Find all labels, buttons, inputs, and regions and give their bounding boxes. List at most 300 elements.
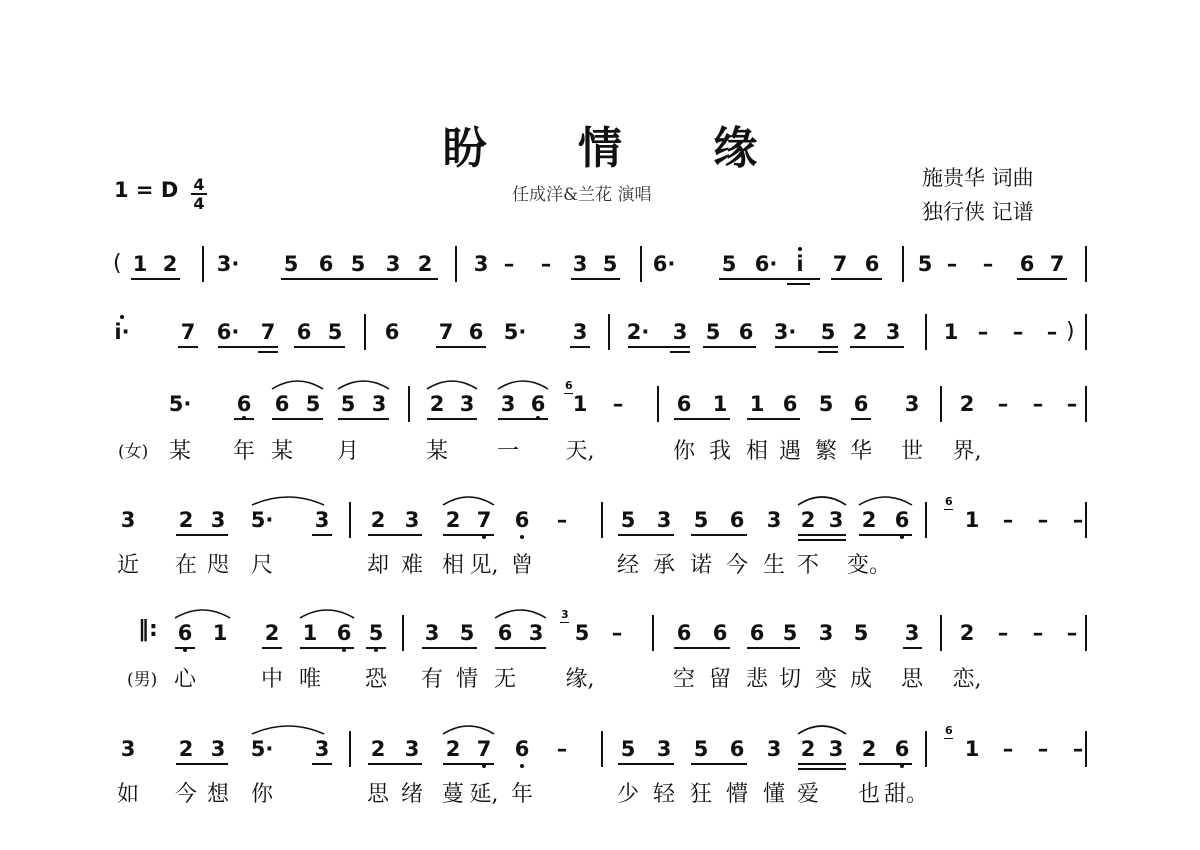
note: 6 [782, 392, 798, 416]
lyric-syllable: 某 [425, 439, 449, 464]
lyric-syllable: 狂 [689, 782, 713, 807]
note: 7 [832, 252, 848, 276]
underline-beam [312, 534, 332, 536]
barline [402, 615, 404, 651]
double-beam [258, 351, 278, 353]
note: 5 [340, 392, 356, 416]
time-signature-top: 4 [193, 175, 205, 194]
underline-beam [747, 418, 800, 420]
time-signature [190, 176, 208, 212]
grace-stem [560, 622, 569, 623]
underline-beam [498, 418, 548, 420]
note: 2 [264, 621, 280, 645]
lyric-syllable: 咫 [206, 553, 230, 578]
lyric-syllable: 相 [745, 439, 769, 464]
lyric-syllable: 缘, [565, 667, 595, 692]
barline [601, 502, 603, 538]
note: 5 [818, 392, 834, 416]
note: 1 [302, 621, 318, 645]
lyric-syllable: 少 [616, 782, 640, 807]
note: 6 [1019, 252, 1035, 276]
barline [640, 246, 642, 282]
underline-beam [312, 763, 332, 765]
lyric-syllable: 留 [708, 667, 732, 692]
slur [798, 497, 846, 505]
low-octave-dot [482, 764, 486, 768]
note: 1 [964, 508, 980, 532]
sustain-dash: – [997, 392, 1009, 416]
note: 3 [210, 737, 226, 761]
lyric-syllable: 世 [900, 439, 924, 464]
underline-beam [570, 346, 590, 348]
lyric-syllable: 不 [796, 553, 820, 578]
note: 7 [180, 320, 196, 344]
note: 1 [943, 320, 959, 344]
note: 6· [754, 252, 778, 276]
lyric-syllable: 却 [366, 553, 390, 578]
grace-stem [944, 509, 953, 510]
low-octave-dot [900, 535, 904, 539]
note: 3 [528, 621, 544, 645]
lyric-syllable: 诺 [689, 553, 713, 578]
note: 1 [212, 621, 228, 645]
sustain-dash: – [982, 252, 994, 276]
note: 5 [602, 252, 618, 276]
grace-stem [944, 738, 953, 739]
slur [272, 381, 323, 389]
note: 3· [773, 320, 797, 344]
double-beam [818, 351, 838, 353]
underline-beam [775, 346, 838, 348]
underline-beam [703, 346, 756, 348]
lyric-syllable: 今 [725, 553, 749, 578]
lyric-syllable: 心 [173, 667, 197, 692]
note: 2 [178, 737, 194, 761]
sustain-dash: – [1066, 392, 1078, 416]
underline-beam [798, 763, 846, 765]
note: 6 [864, 252, 880, 276]
note: 6 [676, 621, 692, 645]
note: 6 [738, 320, 754, 344]
lyric-syllable: 情 [455, 667, 479, 692]
underline-beam [495, 647, 546, 649]
lyric-syllable: 天, [565, 439, 595, 464]
sustain-dash: – [1032, 621, 1044, 645]
note: 2· [626, 320, 650, 344]
low-octave-dot [520, 535, 524, 539]
grace-note: 6 [565, 379, 573, 392]
lyric-syllable: 遇 [778, 439, 802, 464]
note: 5 [327, 320, 343, 344]
high-octave-dot [120, 315, 124, 319]
lyric-syllable: 切 [778, 667, 802, 692]
sustain-dash: – [556, 737, 568, 761]
low-octave-dot [536, 416, 540, 420]
note: 3 [572, 320, 588, 344]
lyric-syllable: 经 [616, 553, 640, 578]
lyric-syllable: 唯 [298, 667, 322, 692]
note: 5· [250, 737, 274, 761]
note: 7 [260, 320, 276, 344]
barline [1085, 386, 1087, 422]
underline-beam [294, 346, 345, 348]
underline-beam [798, 534, 846, 536]
underline-beam [628, 346, 690, 348]
lyric-syllable: 变。 [846, 553, 892, 578]
note: 7 [476, 508, 492, 532]
slur [495, 610, 546, 618]
note: 2 [429, 392, 445, 416]
lyric-syllable: 近 [116, 553, 140, 578]
note: 3 [404, 508, 420, 532]
lyric-syllable: 懂 [762, 782, 786, 807]
key-signature: 1 = D [114, 178, 179, 202]
lyricist-composer: 施贵华 词曲 [922, 166, 1034, 190]
note: 6 [514, 737, 530, 761]
sustain-dash: – [1032, 392, 1044, 416]
note: 3 [473, 252, 489, 276]
note: 6 [497, 621, 513, 645]
sustain-dash: – [1002, 508, 1014, 532]
lyric-syllable: 某 [168, 439, 192, 464]
barline [202, 246, 204, 282]
sustain-dash: – [611, 621, 623, 645]
slur [252, 726, 324, 734]
note: i· [114, 320, 130, 344]
note: 3 [210, 508, 226, 532]
underline-beam [571, 278, 620, 280]
slur [498, 381, 548, 389]
lyric-syllable: 思 [366, 782, 390, 807]
note: 3 [766, 508, 782, 532]
note: 6 [318, 252, 334, 276]
sustain-dash: – [977, 320, 989, 344]
lyric-syllable: 年 [232, 439, 256, 464]
note: 3 [828, 737, 844, 761]
slur [427, 381, 477, 389]
underline-beam [903, 647, 922, 649]
note: 3 [120, 508, 136, 532]
sustain-dash: – [1046, 320, 1058, 344]
barline [940, 386, 942, 422]
barline [608, 314, 610, 350]
barline [601, 731, 603, 767]
lyric-syllable: 月 [336, 439, 360, 464]
slur [252, 497, 324, 505]
note: 2 [861, 508, 877, 532]
singer-role: (男) [127, 670, 158, 690]
barline [1085, 246, 1087, 282]
note: 3 [818, 621, 834, 645]
note: 5 [917, 252, 933, 276]
note: 6 [676, 392, 692, 416]
note: 1 [572, 392, 588, 416]
note: 5 [350, 252, 366, 276]
underline-beam [338, 418, 389, 420]
singer-role: (女) [118, 442, 149, 462]
note: 5 [820, 320, 836, 344]
note: 6· [652, 252, 676, 276]
note: 2 [861, 737, 877, 761]
lyric-syllable: 思 [900, 667, 924, 692]
sustain-dash: – [1037, 737, 1049, 761]
sustain-dash: – [997, 621, 1009, 645]
slur [175, 610, 230, 618]
low-octave-dot [520, 764, 524, 768]
underline-beam [691, 534, 747, 536]
underline-beam [281, 278, 438, 280]
lyric-syllable: 你 [672, 439, 696, 464]
barline [364, 314, 366, 350]
barline [1085, 731, 1087, 767]
lyric-syllable: 变 [814, 667, 838, 692]
note: 6 [749, 621, 765, 645]
lyric-syllable: 爱 [796, 782, 820, 807]
note: 5 [620, 737, 636, 761]
barline [902, 246, 904, 282]
note: 3 [314, 737, 330, 761]
note: 6 [712, 621, 728, 645]
note: 2 [445, 737, 461, 761]
intro-close-paren: ) [1066, 319, 1075, 344]
transcriber: 独行侠 记谱 [922, 200, 1034, 224]
sustain-dash: – [540, 252, 552, 276]
lyric-syllable: 也 [857, 782, 881, 807]
underline-beam [436, 346, 486, 348]
note: 5 [574, 621, 590, 645]
note: 2 [959, 392, 975, 416]
barline [925, 314, 927, 350]
note: 5 [693, 508, 709, 532]
underline-beam [443, 763, 494, 765]
lyric-syllable: 轻 [652, 782, 676, 807]
sustain-dash: – [612, 392, 624, 416]
note: 5 [283, 252, 299, 276]
sustain-dash: – [1072, 737, 1084, 761]
sustain-dash: – [1066, 621, 1078, 645]
underline-beam [674, 647, 730, 649]
lyric-syllable: 中 [260, 667, 284, 692]
note: 5 [853, 621, 869, 645]
underline-beam [691, 763, 747, 765]
low-octave-dot [242, 416, 246, 420]
grace-stem [564, 393, 573, 394]
note: 2 [445, 508, 461, 532]
lyric-syllable: 生 [762, 553, 786, 578]
intro-open-paren: ( [113, 251, 122, 276]
note: 5· [168, 392, 192, 416]
lyric-syllable: 华 [849, 439, 873, 464]
underline-beam [176, 534, 228, 536]
note: 6 [236, 392, 252, 416]
note: 3 [766, 737, 782, 761]
note: 6 [894, 737, 910, 761]
note: 3 [459, 392, 475, 416]
barline [657, 386, 659, 422]
note: 6 [296, 320, 312, 344]
note: 6· [216, 320, 240, 344]
note: 2 [370, 737, 386, 761]
underline-beam [850, 346, 904, 348]
lyric-syllable: 懵 [725, 782, 749, 807]
note: 2 [178, 508, 194, 532]
note: 6 [729, 508, 745, 532]
note: 7 [476, 737, 492, 761]
underline-beam [368, 763, 422, 765]
note: 3 [656, 508, 672, 532]
barline [455, 246, 457, 282]
lyric-syllable: 甜。 [883, 782, 929, 807]
note: 7 [438, 320, 454, 344]
note: 6 [384, 320, 400, 344]
note: 3 [500, 392, 516, 416]
performers: 任成洋&兰花 演唱 [512, 185, 652, 205]
grace-note: 6 [945, 495, 953, 508]
note: i [796, 252, 804, 276]
underline-beam [272, 418, 323, 420]
note: 2 [370, 508, 386, 532]
underline-beam [747, 647, 800, 649]
note: 2 [959, 621, 975, 645]
sustain-dash: – [1072, 508, 1084, 532]
note: 5 [782, 621, 798, 645]
double-beam [798, 768, 846, 770]
barline [1085, 615, 1087, 651]
note: 1 [132, 252, 148, 276]
note: 5 [721, 252, 737, 276]
double-beam [787, 283, 810, 285]
note: 5· [503, 320, 527, 344]
low-octave-dot [374, 648, 378, 652]
underline-beam [176, 763, 228, 765]
note: 2 [800, 737, 816, 761]
note: 2 [800, 508, 816, 532]
barline [652, 615, 654, 651]
grace-note: 3 [561, 608, 569, 621]
underline-beam [368, 534, 422, 536]
note: 1 [712, 392, 728, 416]
note: 3 [904, 392, 920, 416]
lyric-syllable: 悲 [745, 667, 769, 692]
note: 3 [120, 737, 136, 761]
slur [300, 610, 354, 618]
sustain-dash: – [946, 252, 958, 276]
note: 6 [853, 392, 869, 416]
lyric-syllable: 想 [206, 782, 230, 807]
double-beam [798, 539, 846, 541]
underline-beam [218, 346, 278, 348]
slur [798, 726, 846, 734]
note: 5 [620, 508, 636, 532]
time-signature-bottom: 4 [193, 194, 205, 213]
lyric-syllable: 你 [250, 782, 274, 807]
note: 3 [314, 508, 330, 532]
note: 3 [385, 252, 401, 276]
barline [408, 386, 410, 422]
note: 3 [424, 621, 440, 645]
lyric-syllable: 一 [496, 439, 520, 464]
lyric-syllable: 年 [510, 782, 534, 807]
slur [443, 497, 494, 505]
lyric-syllable: 恋, [952, 667, 982, 692]
note: 5 [368, 621, 384, 645]
note: 3 [656, 737, 672, 761]
note: 3 [904, 621, 920, 645]
note: 5 [305, 392, 321, 416]
lyric-syllable: 有 [420, 667, 444, 692]
lyric-syllable: 难 [400, 553, 424, 578]
note: 6 [729, 737, 745, 761]
sustain-dash: – [556, 508, 568, 532]
underline-beam [427, 418, 477, 420]
underline-beam [831, 278, 882, 280]
note: 6 [530, 392, 546, 416]
note: 2 [852, 320, 868, 344]
lyric-syllable: 承 [652, 553, 676, 578]
slur [443, 726, 494, 734]
note: 7 [1049, 252, 1065, 276]
note: 3 [828, 508, 844, 532]
lyric-syllable: 恐 [364, 667, 388, 692]
note: 5· [250, 508, 274, 532]
sustain-dash: – [1037, 508, 1049, 532]
underline-beam [618, 763, 674, 765]
lyric-syllable: 我 [708, 439, 732, 464]
barline [940, 615, 942, 651]
lyric-syllable: 界, [952, 439, 982, 464]
barline [1085, 502, 1087, 538]
lyric-syllable: 蔓 [441, 782, 465, 807]
barline [1085, 314, 1087, 350]
underline-beam [262, 647, 282, 649]
low-octave-dot [342, 648, 346, 652]
double-beam [670, 351, 690, 353]
note: 6 [177, 621, 193, 645]
note: 6 [468, 320, 484, 344]
note: 3 [672, 320, 688, 344]
lyric-syllable: 某 [270, 439, 294, 464]
lyric-syllable: 今 [174, 782, 198, 807]
slur [859, 497, 912, 505]
grace-note: 6 [945, 724, 953, 737]
barline [925, 731, 927, 767]
low-octave-dot [482, 535, 486, 539]
note: 6 [514, 508, 530, 532]
lyric-syllable: 空 [672, 667, 696, 692]
underline-beam [674, 418, 730, 420]
note: 3 [885, 320, 901, 344]
underline-beam [1017, 278, 1067, 280]
low-octave-dot [183, 648, 187, 652]
note: 3· [216, 252, 240, 276]
note: 1 [964, 737, 980, 761]
note: 5 [705, 320, 721, 344]
lyric-syllable: 尺 [250, 553, 274, 578]
underline-beam [443, 534, 494, 536]
lyric-syllable: 如 [116, 782, 140, 807]
page-title: 盼 情 缘 [442, 123, 796, 174]
lyric-syllable: 相 [441, 553, 465, 578]
sustain-dash: – [1002, 737, 1014, 761]
note: 1 [749, 392, 765, 416]
lyric-syllable: 无 [493, 667, 517, 692]
slur [338, 381, 389, 389]
sustain-dash: – [503, 252, 515, 276]
barline [925, 502, 927, 538]
note: 5 [693, 737, 709, 761]
underline-beam [131, 278, 180, 280]
note: 6 [894, 508, 910, 532]
